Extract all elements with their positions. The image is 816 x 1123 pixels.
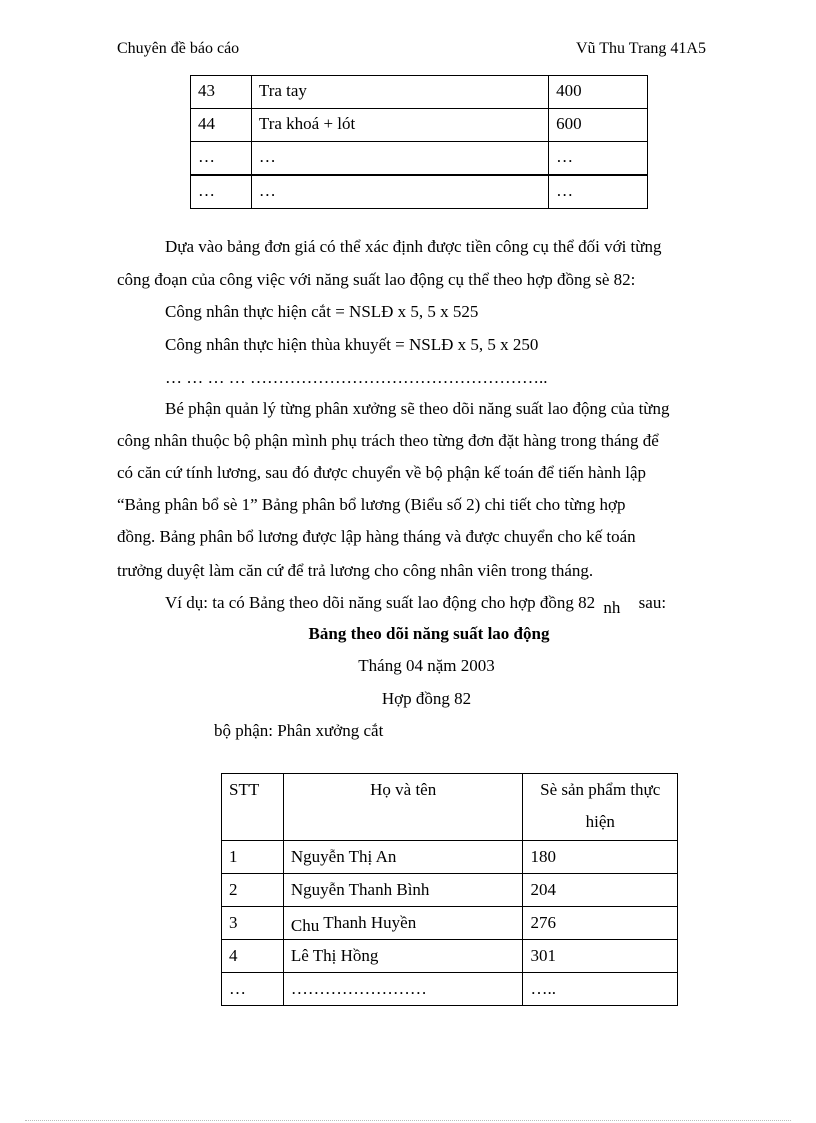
cell-qty: 276 bbox=[523, 907, 678, 940]
para1-line2: công đoạn của công việc với năng suất lao động cụ thể theo hợp đồng sè 82: bbox=[117, 270, 636, 289]
piece-rate-table bbox=[190, 75, 648, 209]
ellipsis-line: … … … … …………………………………………….. bbox=[165, 368, 548, 387]
cell-rate: 400 bbox=[549, 76, 648, 109]
para1-line1: Dựa vào bảng đơn giá có thể xác định được tiền công cụ thể đối với từng bbox=[165, 237, 662, 256]
cell-code: … bbox=[191, 175, 252, 209]
table-row bbox=[222, 874, 678, 907]
header-right: Vũ Thu Trang 41A5 bbox=[576, 40, 706, 57]
formula-buttonhole: Công nhân thực hiện thùa khuyết = NSLĐ x 5, 5 x 250 bbox=[165, 335, 539, 354]
cell-code: 43 bbox=[191, 76, 252, 109]
header-name: Họ và tên bbox=[283, 774, 523, 841]
para2-line1: Bé phận quản lý từng phân xưởng sẽ theo dõi năng suất lao động của từng bbox=[165, 399, 670, 418]
cell-name bbox=[283, 907, 523, 940]
header-stt: STT bbox=[222, 774, 284, 841]
cell-step: Tra khoá + lót bbox=[251, 109, 548, 142]
cell-qty: 204 bbox=[523, 874, 678, 907]
table-row bbox=[222, 841, 678, 874]
cell-name-main: Thanh Huyền bbox=[323, 913, 417, 932]
cell-stt: 2 bbox=[222, 874, 284, 907]
cell-qty: 301 bbox=[523, 940, 678, 973]
cell-rate: … bbox=[549, 175, 648, 209]
para2-line4: “Bảng phân bổ sè 1” Bảng phân bổ lương (Biểu số 2) chi tiết cho từng hợp bbox=[117, 495, 626, 514]
cell-step: Tra tay bbox=[251, 76, 548, 109]
formula-cut: Công nhân thực hiện cắt = NSLĐ x 5, 5 x 525 bbox=[165, 302, 479, 321]
cell-step: … bbox=[251, 142, 548, 176]
cell-name: Nguyễn Thanh Bình bbox=[283, 874, 523, 907]
header-qty-line2: hiện bbox=[585, 812, 615, 831]
table-contract: Hợp đồng 82 bbox=[381, 689, 472, 708]
example-line bbox=[165, 593, 667, 617]
cell-stt: … bbox=[222, 973, 284, 1006]
header-qty bbox=[523, 774, 678, 841]
example-end: sau: bbox=[638, 593, 667, 612]
para2-line5: đồng. Bảng phân bổ lương được lập hàng tháng và được chuyển cho kế toán bbox=[117, 527, 636, 546]
table-row bbox=[222, 940, 678, 973]
cell-name: Lê Thị Hồng bbox=[283, 940, 523, 973]
cell-code: … bbox=[191, 142, 252, 176]
cell-step: … bbox=[251, 175, 548, 209]
cell-rate: … bbox=[549, 142, 648, 176]
cell-qty: 180 bbox=[523, 841, 678, 874]
header-qty-line1: Sè sản phẩm thực bbox=[540, 780, 661, 799]
cell-rate: 600 bbox=[549, 109, 648, 142]
page-bottom-divider bbox=[25, 1120, 791, 1121]
table-row bbox=[191, 175, 648, 209]
productivity-table bbox=[221, 773, 678, 1006]
table-row bbox=[191, 109, 648, 142]
cell-name: …………………… bbox=[283, 973, 523, 1006]
para2-line3: có căn cứ tính lương, sau đó được chuyển về bộ phận kế toán để tiến hành lập bbox=[117, 463, 647, 482]
example-text: Ví dụ: ta có Bảng theo dõi năng suất lao động cho hợp đồng 82 bbox=[165, 593, 596, 612]
cell-stt: 4 bbox=[222, 940, 284, 973]
cell-code: 44 bbox=[191, 109, 252, 142]
cell-stt: 1 bbox=[222, 841, 284, 874]
table-title: Bảng theo dõi năng suất lao động bbox=[308, 624, 550, 643]
table-row bbox=[222, 907, 678, 940]
table-row bbox=[191, 76, 648, 109]
para2-line2: công nhân thuộc bộ phận mình phụ trách theo từng đơn đặt hàng trong tháng để bbox=[117, 431, 659, 450]
table-month: Tháng 04 nặm 2003 bbox=[358, 656, 495, 675]
table-department: bộ phận: Phân xưởng cắt bbox=[214, 721, 384, 740]
table-row bbox=[191, 142, 648, 176]
header-left: Chuyên đề báo cáo bbox=[117, 40, 240, 57]
para2-line6: trưởng duyệt làm căn cứ để trả lương cho công nhân viên trong tháng. bbox=[117, 561, 594, 580]
cell-name: Nguyễn Thị An bbox=[283, 841, 523, 874]
example-fragment: nh bbox=[603, 598, 621, 617]
cell-name-prefix: Chu bbox=[290, 916, 320, 935]
cell-qty: ….. bbox=[523, 973, 678, 1006]
table-row bbox=[222, 973, 678, 1006]
cell-stt: 3 bbox=[222, 907, 284, 940]
table-header-row bbox=[222, 774, 678, 841]
